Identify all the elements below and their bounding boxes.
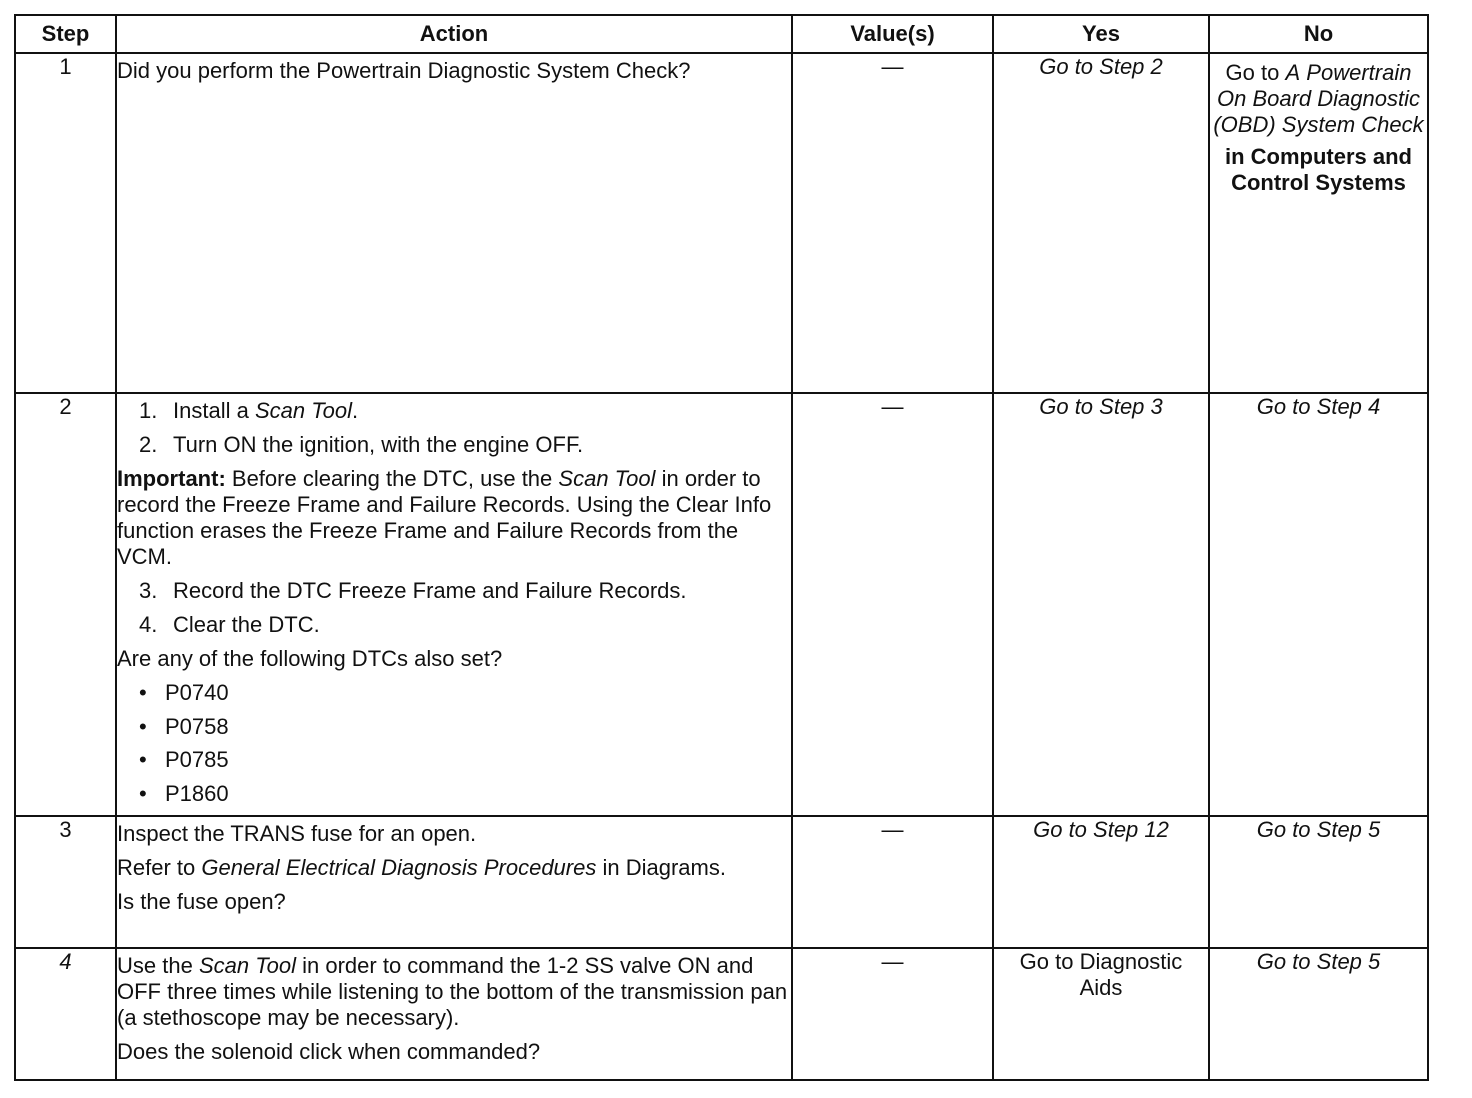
bullet: • [139, 747, 147, 773]
dtc-code: P0758 [165, 713, 229, 739]
yes-goto: Go to Step 12 [1033, 817, 1169, 843]
no-goto: Go to Step 5 [1256, 949, 1381, 975]
action-step-4 [139, 612, 791, 638]
value-cell: — [792, 393, 993, 816]
dtc-code-item [139, 747, 791, 773]
step-number: 2 [15, 393, 116, 816]
yes-cell [993, 53, 1209, 393]
action-step-2 [139, 432, 791, 458]
dtc-code-item [139, 680, 791, 706]
yes-cell [993, 393, 1209, 816]
important-label: Important: [117, 465, 226, 491]
action-text: Inspect the TRANS fuse for an open. [117, 821, 477, 847]
text-fragment: in order to record the Freeze Frame and Failure Records. Using the Clear Info function erases the Freeze Frame and Failure Records from the VCM. [117, 465, 772, 569]
header-values: Value(s) [792, 15, 993, 53]
no-goto: Go to Step 5 [1256, 817, 1381, 843]
text-fragment-italic: Scan Tool [198, 953, 296, 979]
yes-goto: Go to Step 2 [1039, 54, 1163, 79]
dtc-code-item [139, 781, 791, 807]
list-number: 1. [139, 398, 158, 423]
header-step: Step [15, 15, 116, 53]
table-row [15, 393, 1428, 816]
header-yes: Yes [993, 15, 1209, 53]
value-cell: — [792, 816, 993, 948]
text-fragment: Use the [117, 953, 193, 979]
important-note [117, 466, 791, 570]
yes-goto: Go to Diagnostic Aids [1019, 949, 1183, 1001]
yes-cell [993, 948, 1209, 1080]
dtc-code: P0785 [165, 747, 229, 773]
no-cell [1209, 816, 1428, 948]
header-no: No [1209, 15, 1428, 53]
table-row [15, 53, 1428, 393]
action-question: Did you perform the Powertrain Diagnostic System Check? [117, 58, 691, 83]
list-text [173, 398, 358, 424]
header-action: Action [116, 15, 792, 53]
action-step-3 [139, 578, 791, 604]
text-fragment: in order to command the 1-2 SS valve ON and OFF three times while listening to the bottom of the transmission pan (a stethoscope may be necessary). [117, 953, 788, 1031]
step-number: 4 [15, 948, 116, 1080]
list-text: Clear the DTC. [173, 611, 320, 637]
no-goto-link: Powertrain On Board Diagnostic (OBD) System Check [1213, 60, 1424, 137]
action-question: Is the fuse open? [117, 889, 286, 915]
action-cell [116, 393, 792, 816]
no-goto: Go to Step 4 [1256, 394, 1381, 419]
action-cell [116, 816, 792, 948]
no-cell [1209, 53, 1428, 393]
list-text: Record the DTC Freeze Frame and Failure Records. [173, 577, 687, 603]
text-fragment: Refer to [117, 855, 196, 881]
dtc-code: P1860 [165, 781, 229, 807]
no-goto-location: in Computers and Control Systems [1224, 143, 1412, 195]
value-cell: — [792, 948, 993, 1080]
no-cell [1209, 393, 1428, 816]
list-text: Turn ON the ignition, with the engine OFF. [173, 431, 584, 457]
action-reference [117, 855, 791, 881]
table-row [15, 816, 1428, 948]
list-number: 2. [139, 431, 158, 457]
step-number: 1 [15, 53, 116, 393]
no-goto-prefix: Go to [1225, 60, 1280, 85]
text-fragment: Before clearing the DTC, use the [231, 465, 553, 491]
list-number: 4. [139, 611, 158, 637]
step-number: 3 [15, 816, 116, 948]
text-fragment: Install a [173, 398, 249, 423]
action-cell [116, 948, 792, 1080]
dtc-code-item [139, 714, 791, 740]
bullet: • [139, 713, 147, 739]
diagnostic-table [14, 14, 1429, 1081]
bullet: • [139, 679, 147, 705]
action-question: Does the solenoid click when commanded? [117, 1039, 541, 1065]
action-cell [116, 53, 792, 393]
dtc-code: P0740 [165, 679, 229, 705]
text-fragment: in Diagrams. [602, 855, 726, 881]
action-step-1 [139, 398, 791, 424]
yes-goto: Go to Step 3 [1039, 394, 1163, 419]
table-row [15, 948, 1428, 1080]
list-number: 3. [139, 577, 158, 603]
no-goto-link-start: A [1285, 60, 1301, 85]
value-cell: — [792, 53, 993, 393]
bullet: • [139, 781, 147, 807]
header-row [15, 15, 1428, 53]
action-text [117, 953, 791, 1031]
text-fragment-italic: Scan Tool [254, 398, 352, 423]
no-cell [1209, 948, 1428, 1080]
yes-cell [993, 816, 1209, 948]
no-goto-text [1210, 60, 1427, 138]
text-fragment-italic: General Electrical Diagnosis Procedures [201, 855, 597, 881]
action-question: Are any of the following DTCs also set? [117, 645, 503, 671]
text-fragment: . [352, 398, 359, 423]
text-fragment-italic: Scan Tool [558, 465, 656, 491]
